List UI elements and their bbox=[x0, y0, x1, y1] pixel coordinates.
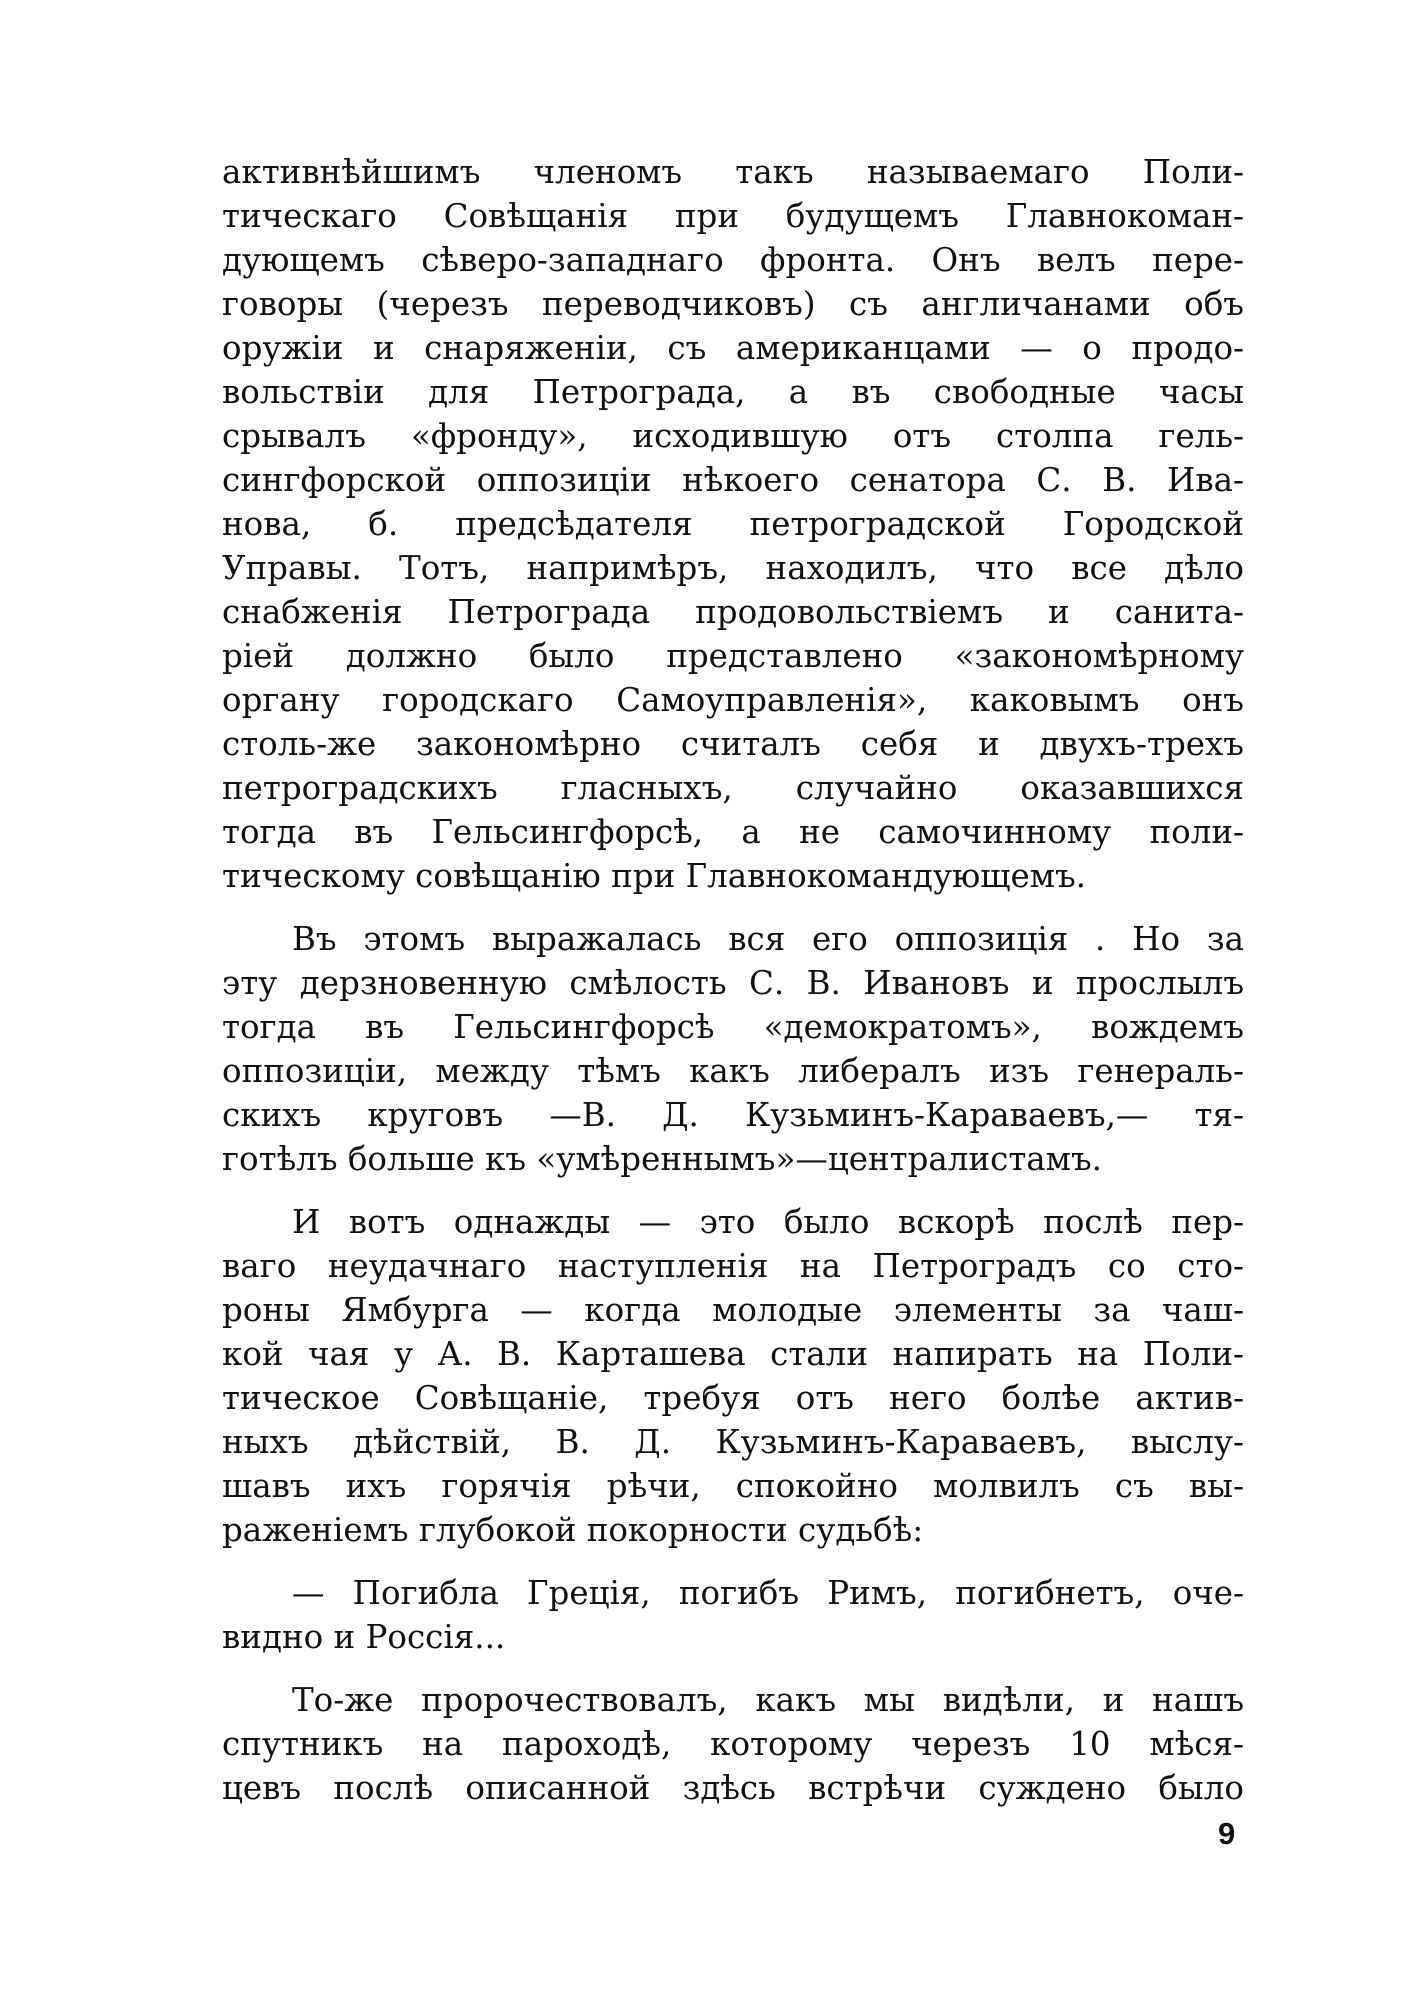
text-line: Въ этомъ выражалась вся его оппозиція . Но за bbox=[292, 920, 1244, 958]
text-line: И вотъ однажды — это было вскорѣ послѣ пер- bbox=[292, 1203, 1244, 1241]
text-line: видно и Россія... bbox=[222, 1618, 506, 1656]
text-line: роны Ямбурга — когда молодые элементы за чаш- bbox=[222, 1291, 1244, 1329]
text-line: спутникъ на пароходѣ, которому черезъ 10 мѣся- bbox=[222, 1725, 1244, 1763]
text-line: столь-же закономѣрно считалъ себя и двухъ-трехъ bbox=[222, 725, 1244, 763]
paragraph-1 bbox=[222, 150, 1244, 898]
text-line: ныхъ дѣйствій, В. Д. Кузьминъ-Караваевъ, выслу- bbox=[222, 1423, 1244, 1461]
text-line: активнѣйшимъ членомъ такъ называемаго Поли- bbox=[222, 153, 1244, 191]
text-line: цевъ послѣ описанной здѣсь встрѣчи суждено было bbox=[222, 1769, 1244, 1807]
text-line: тогда въ Гельсингфорсѣ, а не самочинному поли- bbox=[222, 813, 1244, 851]
text-line: раженіемъ глубокой покорности судьбѣ: bbox=[222, 1511, 924, 1549]
text-line: шавъ ихъ горячія рѣчи, спокойно молвилъ съ вы- bbox=[222, 1467, 1244, 1505]
text-line: Управы. Тотъ, напримѣръ, находилъ, что все дѣло bbox=[222, 549, 1244, 587]
paragraph-2 bbox=[222, 917, 1244, 1181]
text-line: вольствіи для Петрограда, а въ свободные часы bbox=[222, 373, 1244, 411]
text-line: скихъ круговъ —В. Д. Кузьминъ-Караваевъ,— тя- bbox=[222, 1096, 1244, 1134]
text-line: тическаго Совѣщанія при будущемъ Главнокоман- bbox=[222, 197, 1244, 235]
text-line: кой чая у А. В. Карташева стали напирать на Поли- bbox=[222, 1335, 1244, 1373]
text-line: тогда въ Гельсингфорсѣ «демократомъ», вождемъ bbox=[222, 1008, 1244, 1046]
body-text bbox=[222, 150, 1244, 1810]
page-number: 9 bbox=[1218, 1816, 1236, 1851]
paragraph-4 bbox=[222, 1571, 1244, 1659]
text-line: органу городскаго Самоуправленія», каковымъ онъ bbox=[222, 681, 1244, 719]
text-line: сингфорской оппозиціи нѣкоего сенатора С. В. Ива- bbox=[222, 461, 1244, 499]
text-line: дующемъ сѣверо-западнаго фронта. Онъ велъ пере- bbox=[222, 241, 1244, 279]
text-line: нова, б. предсѣдателя петроградской Городской bbox=[222, 505, 1244, 543]
text-line: эту дерзновенную смѣлость С. В. Ивановъ и прослылъ bbox=[222, 964, 1244, 1002]
text-line: готѣлъ больше къ «умѣреннымъ»—централистамъ. bbox=[222, 1140, 1102, 1178]
text-line: ваго неудачнаго наступленія на Петроградъ со сто- bbox=[222, 1247, 1244, 1285]
text-line: срывалъ «фронду», исходившую отъ столпа гель- bbox=[222, 417, 1244, 455]
text-line: тическому совѣщанію при Главнокомандующемъ. bbox=[222, 857, 1086, 895]
paragraph-5 bbox=[222, 1678, 1244, 1810]
text-line: ріей должно было представлено «закономѣрному bbox=[222, 637, 1244, 675]
text-line: говоры (черезъ переводчиковъ) съ англичанами объ bbox=[222, 285, 1244, 323]
paragraph-3 bbox=[222, 1200, 1244, 1552]
text-line: — Погибла Греція, погибъ Римъ, погибнетъ, оче- bbox=[292, 1574, 1244, 1612]
text-line: оппозиціи, между тѣмъ какъ либералъ изъ генераль- bbox=[222, 1052, 1244, 1090]
text-line: оружіи и снаряженіи, съ американцами — о продо- bbox=[222, 329, 1244, 367]
text-line: снабженія Петрограда продовольствіемъ и санита- bbox=[222, 593, 1244, 631]
text-line: петроградскихъ гласныхъ, случайно оказавшихся bbox=[222, 769, 1244, 807]
text-line: тическое Совѣщаніе, требуя отъ него болѣе актив- bbox=[222, 1379, 1244, 1417]
text-line: То-же пророчествовалъ, какъ мы видѣли, и нашъ bbox=[292, 1681, 1244, 1719]
